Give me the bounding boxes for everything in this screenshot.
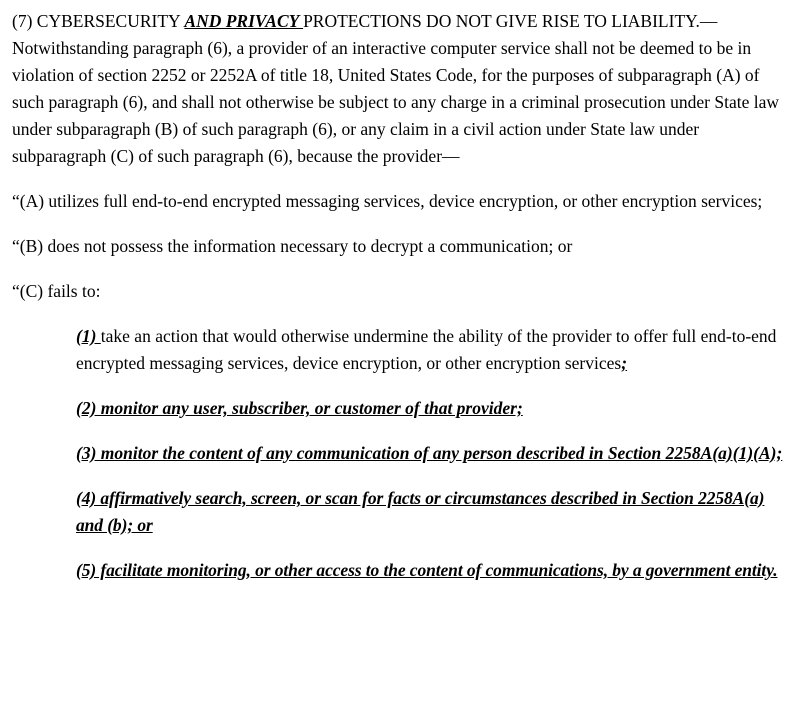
paragraph-7 [12, 8, 788, 170]
inserted-text-and-privacy: AND PRIVACY [184, 11, 304, 31]
document-body [12, 8, 788, 602]
clause-b: “(B) does not possess the information necessary to decrypt a communication; or [12, 236, 573, 256]
item-1-number: (1) [76, 326, 101, 346]
paragraph-7-text: —Notwithstanding paragraph (6), a provider of an interactive computer service shall not be deemed to be in violation of section 2252 or 2252A of title 18, United States Code, for the purposes of subparagraph (A) of such paragraph (6), and shall not otherwise be subject to any charge in a criminal prosecution under State law under subparagraph (B) of such paragraph (6), or any claim in a civil action under State law under subparagraph (C) of such paragraph (6), because the provider— [12, 11, 780, 166]
item-1-inserted-semicolon: ; [621, 353, 628, 373]
paragraph-7-heading-rest: PROTECTIONS DO NOT GIVE RISE TO LIABILITY. [303, 11, 700, 31]
item-1 [76, 323, 788, 377]
paragraph-7-heading: (7) CYBERSECURITY [12, 11, 185, 31]
clause-a: “(A) utilizes full end-to-end encrypted messaging services, device encryption, or other encryption services; [12, 191, 763, 211]
item-2: (2) monitor any user, subscriber, or customer of that provider; [76, 398, 523, 418]
item-3: (3) monitor the content of any communication of any person described in Section 2258A(a)(1)(A); [76, 443, 783, 463]
item-1-text: take an action that would otherwise undermine the ability of the provider to offer full end-to-end encrypted messaging services, device encryption, or other encryption services [76, 326, 777, 373]
clause-c: “(C) fails to: [12, 281, 101, 301]
item-4: (4) affirmatively search, screen, or scan for facts or circumstances described in Section 2258A(a) and (b); or [76, 488, 765, 535]
item-5: (5) facilitate monitoring, or other access to the content of communications, by a government entity. [76, 560, 778, 580]
